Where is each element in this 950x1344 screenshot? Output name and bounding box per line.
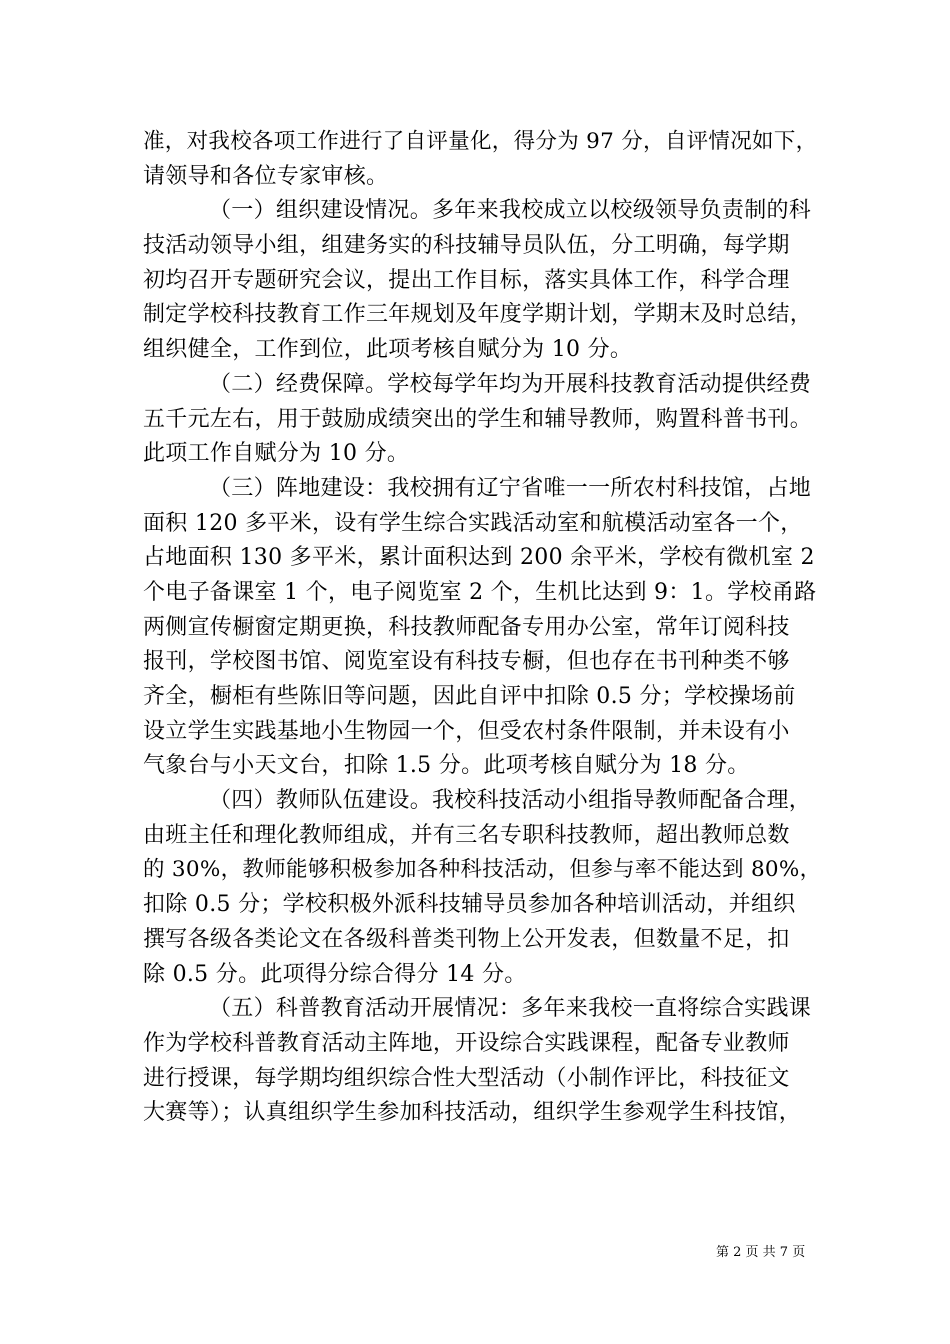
text-line: 制定学校科技教育工作三年规划及年度学期计划，学期末及时总结， (143, 302, 813, 328)
text-line: 作为学校科普教育活动主阵地，开设综合实践课程，配备专业教师 (143, 1030, 790, 1056)
text-line: 由班主任和理化教师组成，并有三名专职科技教师，超出教师总数 (143, 822, 790, 848)
text-line: 报刊，学校图书馆、阅览室设有科技专橱，但也存在书刊种类不够 (143, 649, 790, 675)
paragraph-heading-line: （三）阵地建设：我校拥有辽宁省唯一一所农村科技馆，占地 (209, 475, 812, 501)
text-line: 除 0.5 分。此项得分综合得分 14 分。 (143, 961, 527, 987)
text-line: 撰写各级各类论文在各级科普类刊物上公开发表，但数量不足，扣 (143, 926, 790, 952)
paragraph-heading-line: （二）经费保障。学校每学年均为开展科技教育活动提供经费 (209, 371, 812, 397)
text-line: 扣除 0.5 分；学校积极外派科技辅导员参加各种培训活动，并组织 (143, 892, 796, 918)
text-line: 设立学生实践基地小生物园一个，但受农村条件限制，并未设有小 (143, 718, 790, 744)
text-line: 此项工作自赋分为 10 分。 (143, 441, 410, 467)
text-line: 齐全，橱柜有些陈旧等问题，因此自评中扣除 0.5 分；学校操场前 (143, 684, 796, 709)
document-body (143, 125, 823, 1131)
paragraph-heading-line: （一）组织建设情况。多年来我校成立以校级领导负责制的科 (209, 198, 812, 224)
text-line: 气象台与小天文台，扣除 1.5 分。此项考核自赋分为 18 分。 (143, 753, 750, 779)
text-line: 两侧宣传橱窗定期更换，科技教师配备专用办公室，常年订阅科技 (143, 614, 790, 640)
text-line: 准，对我校各项工作进行了自评量化，得分为 97 分，自评情况如下， (143, 129, 818, 154)
text-line: 面积 120 多平米，设有学生综合实践活动室和航模活动室各一个， (143, 510, 803, 536)
paragraph-heading-line: （四）教师队伍建设。我校科技活动小组指导教师配备合理， (209, 788, 812, 814)
text-line: 请领导和各位专家审核。 (143, 163, 389, 189)
text-line: 初均召开专题研究会议，提出工作目标，落实具体工作，科学合理 (143, 267, 790, 293)
text-line: 五千元左右，用于鼓励成绩突出的学生和辅导教师，购置科普书刊。 (143, 406, 813, 432)
page-number-footer: 第 2 页 共 7 页 (716, 1245, 806, 1260)
text-line: 个电子备课室 1 个，电子阅览室 2 个，生机比达到 9：1。学校甬路 (143, 579, 817, 605)
text-line: 大赛等）；认真组织学生参加科技活动，组织学生参观学生科技馆， (143, 1100, 802, 1126)
text-line: 组织健全，工作到位，此项考核自赋分为 10 分。 (143, 337, 633, 363)
text-line: 的 30%，教师能够积极参加各种科技活动，但参与率不能达到 80%， (143, 857, 822, 883)
paragraph-heading-line: （五）科普教育活动开展情况：多年来我校一直将综合实践课 (209, 996, 812, 1022)
text-line: 进行授课，每学期均组织综合性大型活动（小制作评比，科技征文 (143, 1065, 790, 1091)
text-line: 技活动领导小组，组建务实的科技辅导员队伍，分工明确，每学期 (143, 233, 790, 259)
text-line: 占地面积 130 多平米，累计面积达到 200 余平米，学校有微机室 2 (143, 545, 815, 571)
